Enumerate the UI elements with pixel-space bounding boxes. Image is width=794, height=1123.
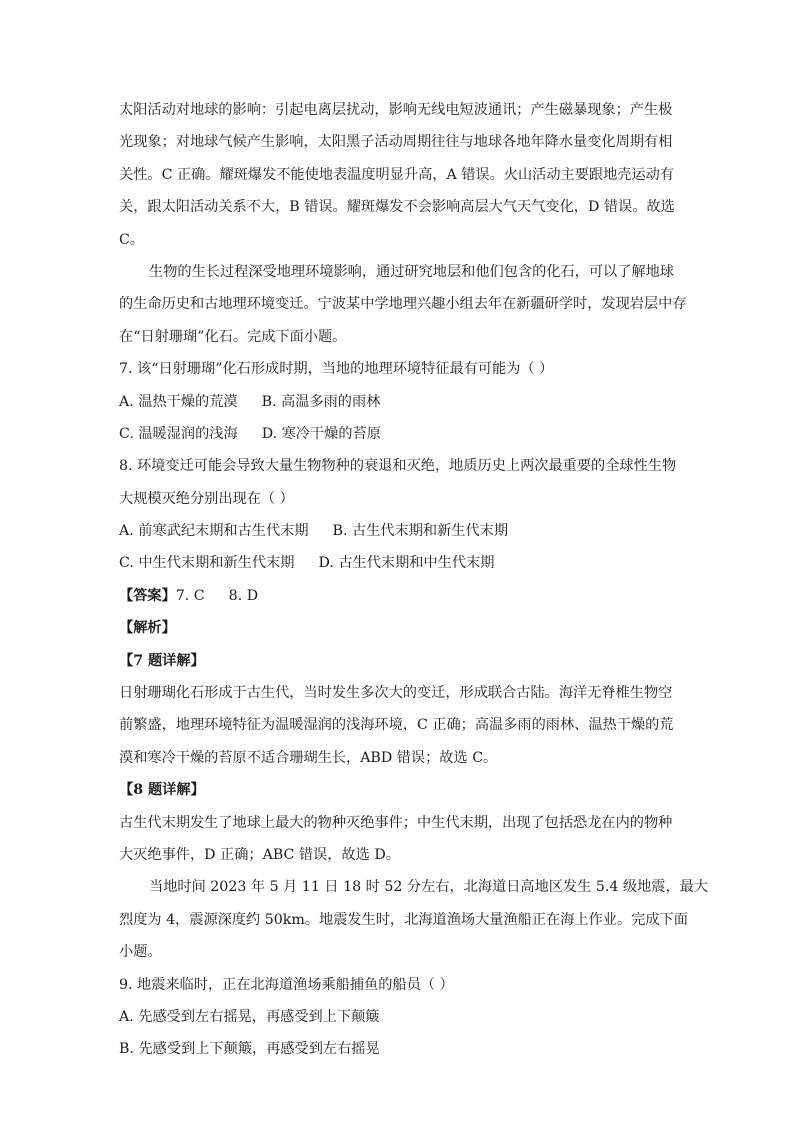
option-row <box>119 386 679 418</box>
detail-8 <box>119 774 679 871</box>
text-line: 大灭绝事件，D 正确；ABC 错误，故选 D。 <box>119 846 400 863</box>
paragraph-fossil-intro <box>119 256 687 353</box>
option-a: A. 前寒武纪末期和古生代末期 <box>119 523 309 540</box>
text-line: 光现象；对地球气候产生影响，太阳黑子活动周期往往与地球各地年降水量变化周期有相 <box>119 134 673 151</box>
text-line: 在“日射珊瑚”化石。完成下面小题。 <box>119 328 347 345</box>
text-line: 小题。 <box>119 944 162 961</box>
answer-label: 【答案】 <box>119 587 176 604</box>
question-stem: 8. 环境变迁可能会导致大量生物物种的衰退和灭绝，地质历史上两次最重要的全球性生物 <box>119 458 677 475</box>
text-line: 关性。C 正确。耀斑爆发不能使地表温度明显升高，A 错误。火山活动主要跟地壳运动有 <box>119 166 675 183</box>
question-8 <box>119 450 679 580</box>
document-body <box>119 94 709 1066</box>
text-line: 生物的生长过程深受地理环境影响，通过研究地层和他们包含的化石，可以了解地球 <box>149 263 674 280</box>
text-line: 古生代末期发生了地球上最大的物种灭绝事件；中生代末期，出现了包括恐龙在内的物种 <box>119 814 673 831</box>
option-a: A. 温热干燥的荒漠 <box>119 393 238 410</box>
text-line: 漠和寒冷干燥的苔原不适合珊瑚生长，ABD 错误；故选 C。 <box>119 749 498 766</box>
text-line: 烈度为 4，震源深度约 50km。地震发生时，北海道渔场大量渔船正在海上作业。完成下面 <box>119 911 688 928</box>
paragraph-earthquake-intro <box>119 871 709 968</box>
detail-7 <box>119 645 679 775</box>
option-d: D. 古生代末期和中生代末期 <box>318 555 495 572</box>
detail-label: 【8 题详解】 <box>119 782 205 799</box>
text-line: C。 <box>119 231 145 248</box>
option-b: B. 高温多雨的雨林 <box>261 393 381 410</box>
option-row <box>119 547 679 579</box>
option-row <box>119 418 679 450</box>
answer-8: 8. D <box>228 587 259 604</box>
text-line: 日射珊瑚化石形成于古生代，当时发生多次大的变迁，形成联合古陆。海洋无脊椎生物空 <box>119 685 673 702</box>
text-line: 关，跟太阳活动关系不大，B 错误。耀斑爆发不会影响高层大气天气变化，D 错误。故选 <box>119 199 675 216</box>
option-d: D. 寒冷干燥的苔原 <box>261 425 381 442</box>
question-stem: 7. 该“日射珊瑚”化石形成时期，当地的地理环境特征最有可能为（ ） <box>119 361 554 378</box>
question-9 <box>119 969 679 1066</box>
option-b: B. 先感受到上下颠簸，再感受到左右摇晃 <box>119 1041 380 1058</box>
analysis-label: 【解析】 <box>119 620 176 637</box>
option-b: B. 古生代末期和新生代末期 <box>332 523 509 540</box>
paragraph-solar-activity <box>119 94 679 256</box>
text-line: 的生命历史和古地理环境变迁。宁波某中学地理兴趣小组去年在新疆研学时，发现岩层中存 <box>119 296 687 313</box>
question-7 <box>119 353 679 450</box>
answer-row <box>119 580 679 612</box>
question-stem: 大规模灭绝分别出现在（ ） <box>119 490 294 507</box>
option-c: C. 温暖湿润的浅海 <box>119 425 238 442</box>
text-line: 当地时间 2023 年 5 月 11 日 18 时 52 分左右，北海道日高地区发生 5.4 级地震，最大 <box>149 879 709 896</box>
option-row <box>119 515 679 547</box>
answer-7: 7. C <box>175 587 205 604</box>
text-line: 前繁盛，地理环境特征为温暖湿润的浅海环境，C 正确；高温多雨的雨林、温热干燥的荒 <box>119 717 674 734</box>
text-line: 太阳活动对地球的影响：引起电离层扰动，影响无线电短波通讯；产生磁暴现象；产生极 <box>119 102 673 118</box>
option-c: C. 中生代末期和新生代末期 <box>119 555 295 572</box>
detail-label: 【7 题详解】 <box>119 652 205 669</box>
question-stem: 9. 地震来临时，正在北海道渔场乘船捕鱼的船员（ ） <box>119 976 454 993</box>
option-a: A. 先感受到左右摇晃，再感受到上下颠簸 <box>119 1008 380 1025</box>
